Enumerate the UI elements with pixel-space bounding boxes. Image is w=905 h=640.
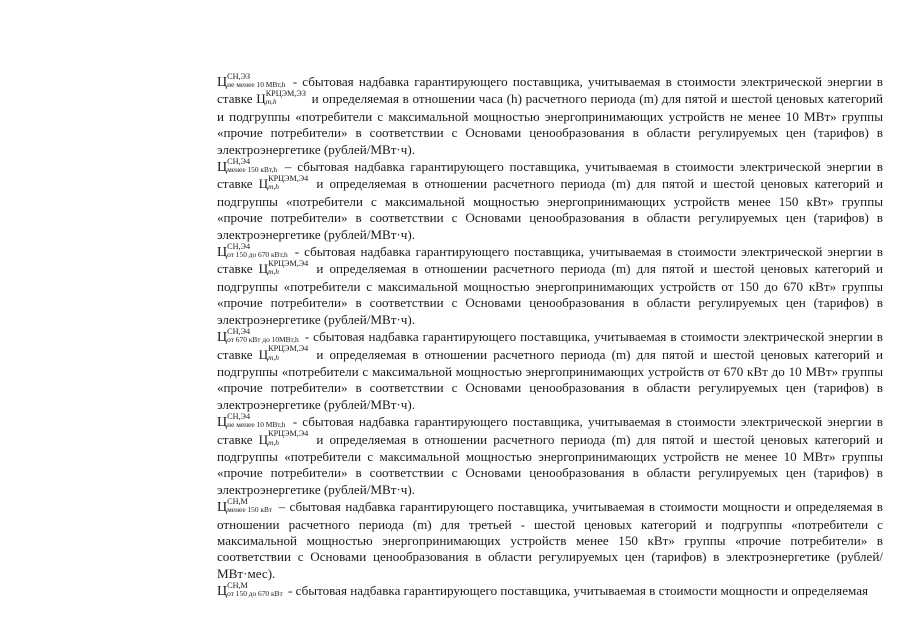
subscript: не менее 10 МВт,h	[227, 420, 286, 430]
superscript: СН,Э4	[227, 326, 251, 336]
subscript: от 150 до 670 кВт	[227, 589, 283, 599]
price-symbol: Ц	[217, 500, 228, 516]
superscript: КРЦЭМ,Э4	[268, 344, 309, 354]
superscript: КРЦЭМ,Э4	[268, 429, 309, 439]
price-symbol: Ц	[217, 160, 228, 176]
paragraph-text: - сбытовая надбавка гарантирующего поставщика, учитываемая в стоимости электрической энергии в ставке Ц	[217, 414, 883, 447]
superscript: СН,Э4	[227, 411, 251, 421]
paragraph-text: - сбытовая надбавка гарантирующего поставщика, учитываемая в стоимости электрической энергии в ставке Ц	[217, 74, 883, 107]
subscript: менее 150 кВт	[227, 505, 273, 515]
superscript: СН,Э4	[227, 241, 251, 251]
price-symbol: Ц	[217, 415, 228, 431]
paragraph	[217, 71, 883, 158]
symbol-indices	[227, 413, 285, 430]
paragraph-text: – сбытовая надбавка гарантирующего поставщика, учитываемая в стоимости электрической энергии в ставке Ц	[217, 159, 883, 192]
symbol-indices	[227, 498, 272, 515]
paragraph	[217, 496, 883, 582]
symbol-indices	[227, 73, 285, 90]
symbol-indices	[227, 328, 299, 345]
paragraph-text-continued: и определяемая в отношении расчетного периода (m) для пятой и шестой ценовых категорий и подгруппы «потребители с максимальной мощностью энергопринимающих устройств не менее 10 МВт» группы «прочие потребители» в соответствии с Основами ценообразования в области регулируемых цен (тарифов) в электроэнергетике (рублей/МВт·ч).	[217, 431, 884, 497]
subscript: менее 150 кВт,h	[227, 165, 278, 175]
subscript: от 670 кВт до 10МВт,h	[227, 335, 299, 345]
inline-symbol-indices	[268, 175, 308, 192]
symbol-indices	[227, 158, 277, 175]
subscript: не менее 10 МВт,h	[227, 80, 286, 89]
subscript: m,h	[268, 182, 279, 192]
superscript: КРЦЭМ,Э4	[268, 259, 309, 269]
price-symbol: Ц	[217, 584, 228, 600]
paragraph-text: - сбытовая надбавка гарантирующего поставщика, учитываемая в стоимости мощности и определяемая	[284, 583, 869, 599]
paragraph	[217, 580, 883, 600]
subscript: m,h	[268, 267, 279, 277]
subscript: m,h	[268, 352, 279, 362]
paragraph-text: - сбытовая надбавка гарантирующего поставщика, учитываемая в стоимости электрической энергии в ставке Ц	[217, 244, 883, 277]
subscript: от 150 до 670 кВт,h	[227, 250, 288, 260]
paragraph	[217, 156, 884, 243]
paragraph-text-continued: и определяемая в отношении расчетного периода (m) для пятой и шестой ценовых категорий и подгруппы «потребители с максимальной мощностью энергопринимающих устройств от 670 кВт до 10 МВт» группы «прочие потребители» в соответствии с Основами ценообразования в области регулируемых цен (тарифов) в электроэнергетике (рублей/МВт·ч).	[217, 346, 884, 412]
paragraph	[217, 326, 884, 413]
paragraph-text-continued: и определяемая в отношении часа (h) расчетного периода (m) для пятой и шестой ценовых категорий и подгруппы «потребители с максимальной мощностью энергопринимающих устройств не менее 10 МВт» группы «прочие потребители» в соответствии с Основами ценообразования в области регулируемых цен (тарифов) в электроэнергетике (рублей/МВт·ч).	[217, 91, 883, 157]
superscript: СН,М	[227, 496, 248, 506]
subscript: m,h	[268, 437, 279, 447]
price-symbol: Ц	[217, 245, 228, 261]
document-body	[217, 71, 884, 602]
symbol-indices	[227, 243, 288, 260]
superscript: КРЦЭМ,Э4	[268, 174, 309, 184]
price-symbol: Ц	[217, 75, 228, 90]
subscript: m,h	[265, 97, 277, 107]
paragraph-text: – сбытовая надбавка гарантирующего поставщика, учитываемая в стоимости мощности и определяемая в отношении расчетного периода (m) для третьей - шестой ценовых категорий и подгруппы «потребители с максимальной мощностью энергопринимающих устройств менее 150 кВт» группы «прочие потребители» в соответствии с Основами ценообразования в области регулируемых цен (тарифов) в электроэнергетике (рублей/МВт·мес).	[217, 499, 883, 581]
superscript: КРЦЭМ,ЭЗ	[265, 89, 306, 98]
inline-symbol-indices	[268, 260, 308, 277]
paragraph-text-continued: и определяемая в отношении расчетного периода (m) для пятой и шестой ценовых категорий и подгруппы «потребители с максимальной мощностью энергопринимающих устройств менее 150 кВт» группы «прочие потребители» в соответствии с Основами ценообразования в области регулируемых цен (тарифов) в электроэнергетике (рублей/МВт·ч).	[217, 176, 884, 242]
inline-symbol-indices	[268, 345, 308, 362]
paragraph-text: - сбытовая надбавка гарантирующего поставщика, учитываемая в стоимости электрической энергии в ставке Ц	[217, 329, 883, 362]
paragraph	[217, 411, 884, 498]
inline-symbol-indices	[266, 90, 306, 107]
superscript: СН,М	[227, 580, 248, 590]
price-symbol: Ц	[217, 330, 228, 346]
inline-symbol-indices	[268, 430, 308, 447]
superscript: СН,Э4	[227, 156, 251, 166]
paragraph-text-continued: и определяемая в отношении расчетного периода (m) для пятой и шестой ценовых категорий и подгруппы «потребители с максимальной мощностью энергопринимающих устройств от 150 до 670 кВт» группы «прочие потребители» в соответствии с Основами ценообразования в области регулируемых цен (тарифов) в электроэнергетике (рублей/МВт·ч).	[217, 261, 884, 327]
symbol-indices	[227, 582, 283, 599]
paragraph	[217, 241, 884, 328]
superscript: СН,ЭЗ	[227, 71, 251, 81]
